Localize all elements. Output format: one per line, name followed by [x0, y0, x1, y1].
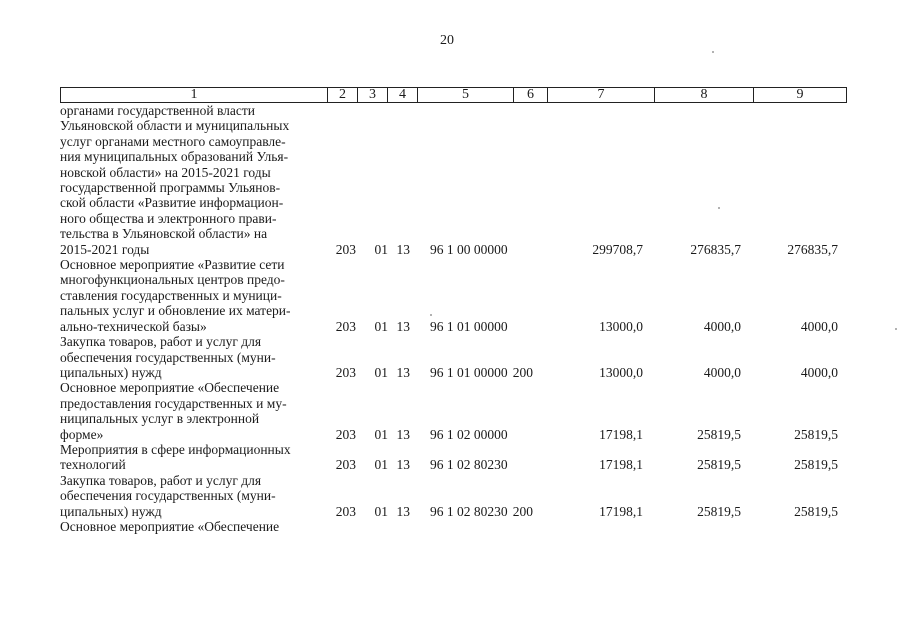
cell-amount-col9: 276835,7	[787, 241, 838, 257]
cell-target-code: 96 1 00 00000	[430, 241, 508, 257]
cell-amount-col7: 13000,0	[599, 364, 643, 380]
cell-section: 01	[374, 457, 388, 473]
cell-amount-col7: 17198,1	[599, 457, 643, 473]
cell-ministry: 203	[335, 426, 356, 442]
row-description	[60, 103, 326, 257]
header-col-4: 4	[388, 88, 418, 103]
cell-amount-col8: 25819,5	[697, 457, 741, 473]
cell-ministry: 203	[335, 503, 356, 519]
header-col-1: 1	[61, 88, 328, 103]
description-line: предоставления государственных и му-	[60, 395, 287, 411]
header-col-5: 5	[418, 88, 514, 103]
description-line: форме»	[60, 426, 104, 442]
row-description	[60, 442, 326, 473]
cell-amount-col7: 299708,7	[592, 241, 643, 257]
row-description	[60, 257, 326, 334]
page-number: 20	[440, 33, 454, 48]
description-line: Основное мероприятие «Развитие сети	[60, 257, 285, 273]
description-line: технологий	[60, 457, 126, 473]
description-line: ципальных) нужд	[60, 364, 162, 380]
cell-amount-col8: 25819,5	[697, 503, 741, 519]
row-description	[60, 473, 326, 519]
cell-ministry: 203	[335, 364, 356, 380]
cell-section: 01	[374, 364, 388, 380]
description-line: Закупка товаров, работ и услуг для	[60, 472, 262, 488]
header-col-2: 2	[328, 88, 358, 103]
description-line: ставления государственных и муници-	[60, 287, 282, 303]
cell-amount-col8: 25819,5	[697, 426, 741, 442]
cell-target-code: 96 1 02 00000	[430, 426, 508, 442]
cell-subsection: 13	[396, 318, 410, 334]
description-line: обеспечения государственных (муни-	[60, 488, 276, 504]
scan-dot	[895, 328, 897, 330]
cell-expense-type: 200	[512, 364, 533, 380]
scan-dot	[712, 51, 714, 53]
cell-amount-col8: 276835,7	[690, 241, 741, 257]
cell-subsection: 13	[396, 503, 410, 519]
description-line: Мероприятия в сфере информационных	[60, 441, 291, 457]
cell-section: 01	[374, 503, 388, 519]
table-row	[60, 519, 850, 534]
header-col-9: 9	[754, 88, 847, 103]
cell-expense-type: 200	[512, 503, 533, 519]
description-line: ально-технической базы»	[60, 318, 207, 334]
description-line: пальных услуг и обновление их матери-	[60, 303, 291, 319]
description-line: Ульяновской области и муниципальных	[60, 118, 290, 134]
cell-amount-col9: 25819,5	[794, 457, 838, 473]
cell-target-code: 96 1 01 00000	[430, 318, 508, 334]
table-row	[60, 442, 850, 473]
description-line: Основное мероприятие «Обеспечение	[60, 518, 280, 534]
description-line: услуг органами местного самоуправле-	[60, 133, 286, 149]
cell-subsection: 13	[396, 426, 410, 442]
cell-target-code: 96 1 01 00000	[430, 364, 508, 380]
table-row	[60, 334, 850, 380]
header-col-3: 3	[358, 88, 388, 103]
row-description	[60, 334, 326, 380]
cell-section: 01	[374, 318, 388, 334]
cell-ministry: 203	[335, 457, 356, 473]
description-line: тельства в Ульяновской области» на	[60, 226, 268, 242]
cell-amount-col7: 13000,0	[599, 318, 643, 334]
header-col-7: 7	[548, 88, 655, 103]
cell-amount-col9: 4000,0	[800, 318, 838, 334]
description-line: ской области «Развитие информацион-	[60, 195, 284, 211]
description-line: новской области» на 2015-2021 годы	[60, 164, 271, 180]
description-line: ниципальных услуг в электронной	[60, 411, 260, 427]
table-row	[60, 473, 850, 519]
row-description	[60, 380, 326, 442]
description-line: ния муниципальных образований Улья-	[60, 149, 289, 165]
table-row	[60, 103, 850, 257]
description-line: обеспечения государственных (муни-	[60, 349, 276, 365]
description-line: многофункциональных центров предо-	[60, 272, 285, 288]
cell-target-code: 96 1 02 80230	[430, 503, 508, 519]
row-description	[60, 519, 326, 534]
description-line: Основное мероприятие «Обеспечение	[60, 380, 280, 396]
description-line: ного общества и электронного прави-	[60, 210, 277, 226]
header-col-6: 6	[514, 88, 548, 103]
cell-amount-col7: 17198,1	[599, 503, 643, 519]
table-row	[60, 257, 850, 334]
table-header	[60, 87, 847, 103]
cell-ministry: 203	[335, 318, 356, 334]
cell-subsection: 13	[396, 241, 410, 257]
description-line: Закупка товаров, работ и услуг для	[60, 334, 262, 350]
table-body	[60, 103, 850, 534]
cell-amount-col8: 4000,0	[703, 364, 741, 380]
cell-amount-col9: 25819,5	[794, 426, 838, 442]
cell-ministry: 203	[335, 241, 356, 257]
description-line: ципальных) нужд	[60, 503, 162, 519]
header-row	[61, 88, 847, 103]
header-col-8: 8	[655, 88, 754, 103]
cell-section: 01	[374, 426, 388, 442]
cell-target-code: 96 1 02 80230	[430, 457, 508, 473]
cell-subsection: 13	[396, 364, 410, 380]
cell-amount-col7: 17198,1	[599, 426, 643, 442]
cell-amount-col8: 4000,0	[703, 318, 741, 334]
description-line: государственной программы Ульянов-	[60, 180, 281, 196]
cell-section: 01	[374, 241, 388, 257]
description-line: 2015-2021 годы	[60, 241, 150, 257]
cell-subsection: 13	[396, 457, 410, 473]
description-line: органами государственной власти	[60, 103, 256, 118]
table-row	[60, 380, 850, 442]
cell-amount-col9: 4000,0	[800, 364, 838, 380]
cell-amount-col9: 25819,5	[794, 503, 838, 519]
